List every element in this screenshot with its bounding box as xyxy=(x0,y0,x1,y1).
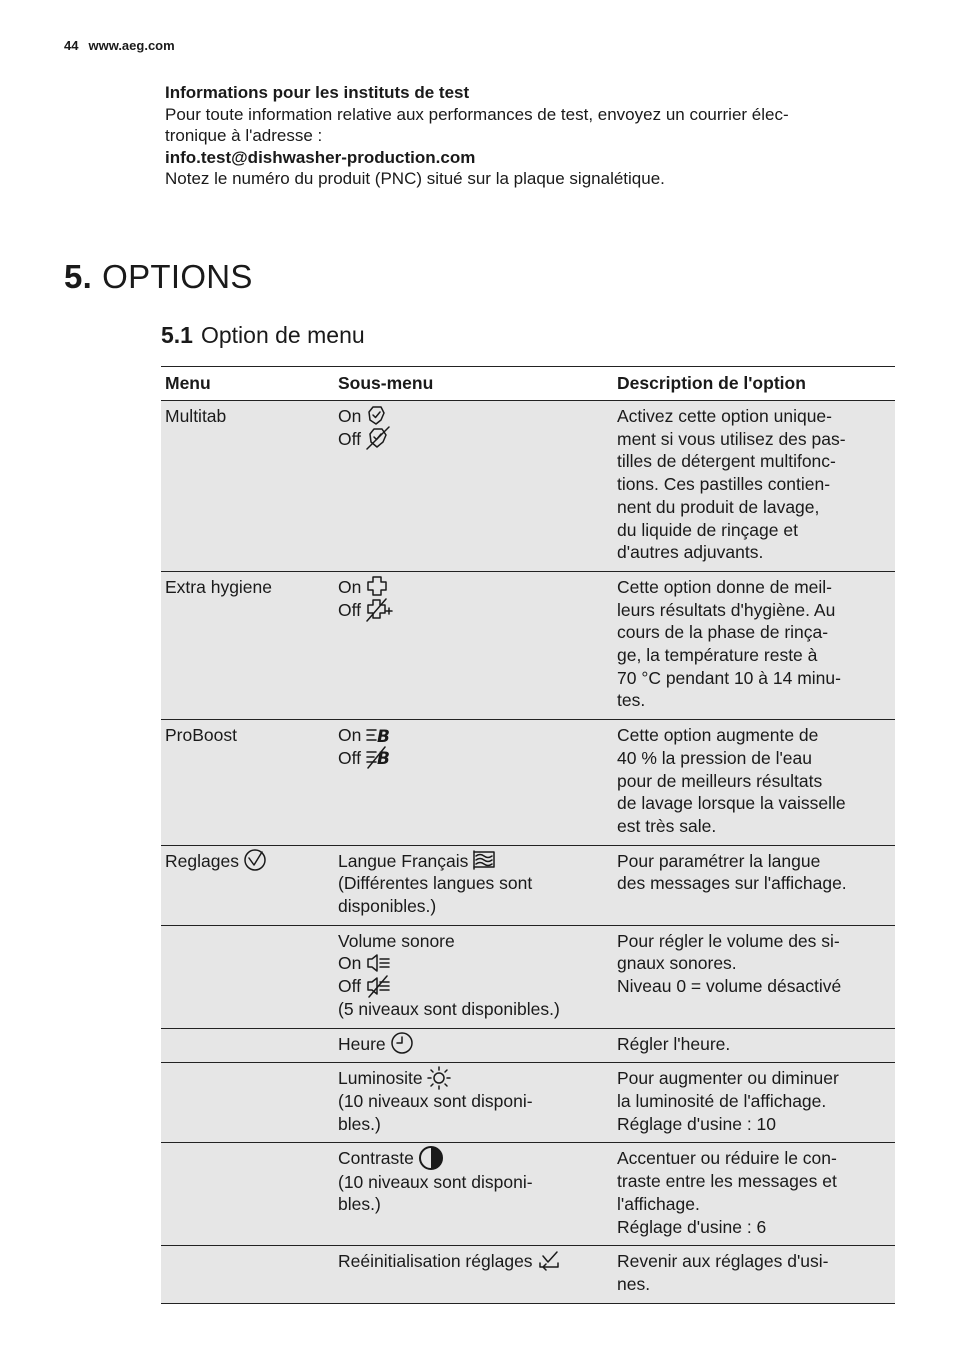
submenu-cell xyxy=(334,720,613,845)
description-line: l'affichage. xyxy=(617,1193,700,1214)
svg-text:B: B xyxy=(377,749,390,770)
description-line: gnaux sonores. xyxy=(617,953,737,974)
description-line: tilles de détergent multifonc- xyxy=(617,451,836,472)
submenu-text: Contraste xyxy=(338,1148,414,1169)
subsection-heading xyxy=(161,322,365,349)
page-number: 44 xyxy=(64,38,79,53)
submenu-text: On xyxy=(338,953,362,974)
description-cell xyxy=(613,1029,895,1063)
description-line: Pour augmenter ou diminuer xyxy=(617,1068,839,1089)
description-line: des messages sur l'affichage. xyxy=(617,873,847,894)
menu-cell xyxy=(161,572,334,719)
submenu-cell xyxy=(334,401,613,571)
description-cell xyxy=(613,926,895,1028)
table-row xyxy=(161,1062,895,1142)
table-row xyxy=(161,1142,895,1245)
settings-check-icon xyxy=(243,848,267,872)
submenu-line xyxy=(338,599,609,622)
site-link[interactable]: www.aeg.com xyxy=(88,38,175,53)
page-header xyxy=(64,38,175,53)
submenu-text: (5 niveaux sont disponibles.) xyxy=(338,998,560,1019)
submenu-cell xyxy=(334,1246,613,1302)
description-line: Niveau 0 = volume désactivé xyxy=(617,976,842,997)
submenu-cell xyxy=(334,572,613,719)
test-institutes-info xyxy=(165,82,885,190)
table-row xyxy=(161,925,895,1028)
section-title: OPTIONS xyxy=(102,258,253,295)
table-row xyxy=(161,571,895,719)
description-line: nent du produit de lavage, xyxy=(617,496,820,517)
flag-icon xyxy=(472,849,496,871)
submenu-text: Volume sonore xyxy=(338,930,455,951)
submenu-text: (10 niveaux sont disponi- xyxy=(338,1171,533,1192)
submenu-text: On xyxy=(338,406,362,426)
submenu-text: Luminosite xyxy=(338,1068,423,1089)
submenu-text: On xyxy=(338,725,362,746)
info-line-2: tronique à l'adresse : xyxy=(165,126,323,145)
description-cell xyxy=(613,846,895,925)
svg-text:B: B xyxy=(377,726,391,745)
menu-label: Reglages xyxy=(165,850,239,871)
description-line: tions. Ces pastilles contien- xyxy=(617,474,831,495)
reset-icon xyxy=(537,1250,561,1272)
contrast-icon xyxy=(418,1145,444,1171)
table-header-row xyxy=(161,367,895,400)
description-line: tes. xyxy=(617,690,646,711)
menu-cell xyxy=(161,846,334,925)
description-line: Revenir aux réglages d'usi- xyxy=(617,1251,829,1272)
description-line: d'autres adjuvants. xyxy=(617,542,764,563)
description-cell xyxy=(613,401,895,571)
description-line: ge, la température reste à xyxy=(617,645,818,666)
description-line: Activez cette option unique- xyxy=(617,406,832,426)
menu-cell xyxy=(161,401,334,571)
submenu-line xyxy=(338,1250,609,1273)
submenu-line xyxy=(338,1147,609,1170)
submenu-line xyxy=(338,1171,609,1194)
submenu-text: Off xyxy=(338,599,362,620)
submenu-text: Reéinitialisation réglages xyxy=(338,1251,533,1272)
hygiene-on-icon xyxy=(365,574,389,598)
description-line: du liquide de rinçage et xyxy=(617,519,798,540)
submenu-text: Off xyxy=(338,747,362,768)
header-menu: Menu xyxy=(165,373,211,394)
submenu-text: Off xyxy=(338,976,362,997)
menu-cell xyxy=(161,926,334,1028)
menu-cell xyxy=(161,1143,334,1245)
info-title: Informations pour les instituts de test xyxy=(165,83,470,102)
submenu-line xyxy=(338,1113,609,1136)
description-line: ment si vous utilisez des pas- xyxy=(617,428,846,449)
menu-cell xyxy=(161,1063,334,1142)
multitab-off-icon xyxy=(365,425,391,451)
submenu-text: disponibles.) xyxy=(338,896,437,917)
table-row xyxy=(161,845,895,925)
info-line-1: Pour toute information relative aux performances de test, envoyez un courrier élec- xyxy=(165,104,789,124)
brightness-icon xyxy=(427,1066,451,1090)
header-submenu: Sous-menu xyxy=(338,373,434,394)
proboost-off-icon xyxy=(365,745,395,769)
header-description: Description de l'option xyxy=(617,373,806,394)
submenu-line xyxy=(338,850,609,873)
menu-label: Multitab xyxy=(165,406,227,426)
submenu-line xyxy=(338,724,609,747)
description-cell xyxy=(613,1246,895,1302)
menu-cell xyxy=(161,720,334,845)
hygiene-off-icon xyxy=(365,596,393,622)
description-line: de lavage lorsque la vaisselle xyxy=(617,793,846,814)
table-row xyxy=(161,719,895,845)
description-line: Réglage d'usine : 10 xyxy=(617,1113,777,1134)
menu-cell xyxy=(161,1246,334,1302)
description-line: 70 °C pendant 10 à 14 minu- xyxy=(617,667,841,688)
description-line: Pour paramétrer la langue xyxy=(617,850,821,871)
submenu-text: Langue Français xyxy=(338,850,469,871)
info-line-3: Notez le numéro du produit (PNC) situé sur la plaque signalétique. xyxy=(165,169,665,188)
submenu-text: On xyxy=(338,576,362,597)
submenu-text: Off xyxy=(338,428,362,449)
description-cell xyxy=(613,720,895,845)
submenu-line xyxy=(338,952,609,975)
volume-on-icon xyxy=(365,952,391,974)
description-line: Régler l'heure. xyxy=(617,1033,731,1054)
submenu-text: Heure xyxy=(338,1033,386,1054)
options-table xyxy=(161,366,895,1304)
submenu-cell xyxy=(334,1143,613,1245)
description-line: la luminosité de l'affichage. xyxy=(617,1090,827,1111)
multitab-on-icon xyxy=(365,404,387,426)
submenu-cell xyxy=(334,846,613,925)
menu-label: Extra hygiene xyxy=(165,576,273,597)
description-line: traste entre les messages et xyxy=(617,1171,837,1192)
submenu-cell xyxy=(334,1063,613,1142)
description-line: Pour régler le volume des si- xyxy=(617,930,840,951)
description-line: Accentuer ou réduire le con- xyxy=(617,1148,837,1169)
description-line: pour de meilleurs résultats xyxy=(617,770,823,791)
submenu-line xyxy=(338,428,609,451)
submenu-line xyxy=(338,895,609,918)
submenu-line xyxy=(338,975,609,998)
submenu-cell xyxy=(334,1029,613,1063)
table-row xyxy=(161,1028,895,1063)
submenu-line xyxy=(338,1033,609,1056)
submenu-text: (10 niveaux sont disponi- xyxy=(338,1090,533,1111)
submenu-line xyxy=(338,872,609,895)
menu-label: ProBoost xyxy=(165,725,237,746)
description-line: cours de la phase de rinça- xyxy=(617,622,829,643)
description-line: Cette option donne de meil- xyxy=(617,576,832,597)
submenu-text: bles.) xyxy=(338,1113,381,1134)
volume-off-icon xyxy=(365,974,391,998)
subsection-number: 5.1 xyxy=(161,322,193,348)
subsection-title: Option de menu xyxy=(200,322,365,348)
description-line: nes. xyxy=(617,1273,651,1294)
menu-cell xyxy=(161,1029,334,1063)
submenu-line xyxy=(338,1090,609,1113)
description-cell xyxy=(613,1063,895,1142)
description-line: Cette option augmente de xyxy=(617,725,819,746)
table-row xyxy=(161,400,895,571)
submenu-text: (Différentes langues sont xyxy=(338,873,533,894)
submenu-line xyxy=(338,1067,609,1090)
description-line: Réglage d'usine : 6 xyxy=(617,1216,767,1237)
submenu-text: bles.) xyxy=(338,1194,381,1215)
submenu-line xyxy=(338,930,609,953)
info-email[interactable]: info.test@dishwasher-production.com xyxy=(165,147,476,167)
clock-icon xyxy=(390,1031,414,1055)
description-cell xyxy=(613,1143,895,1245)
description-line: est très sale. xyxy=(617,815,717,836)
submenu-line xyxy=(338,747,609,770)
submenu-line xyxy=(338,1193,609,1216)
proboost-on-icon xyxy=(365,725,395,745)
submenu-line xyxy=(338,998,609,1021)
description-cell xyxy=(613,572,895,719)
section-heading xyxy=(64,258,253,296)
submenu-cell xyxy=(334,926,613,1028)
section-number: 5. xyxy=(64,258,93,295)
table-row xyxy=(161,1245,895,1302)
description-line: leurs résultats d'hygiène. Au xyxy=(617,599,836,620)
description-line: 40 % la pression de l'eau xyxy=(617,747,812,768)
